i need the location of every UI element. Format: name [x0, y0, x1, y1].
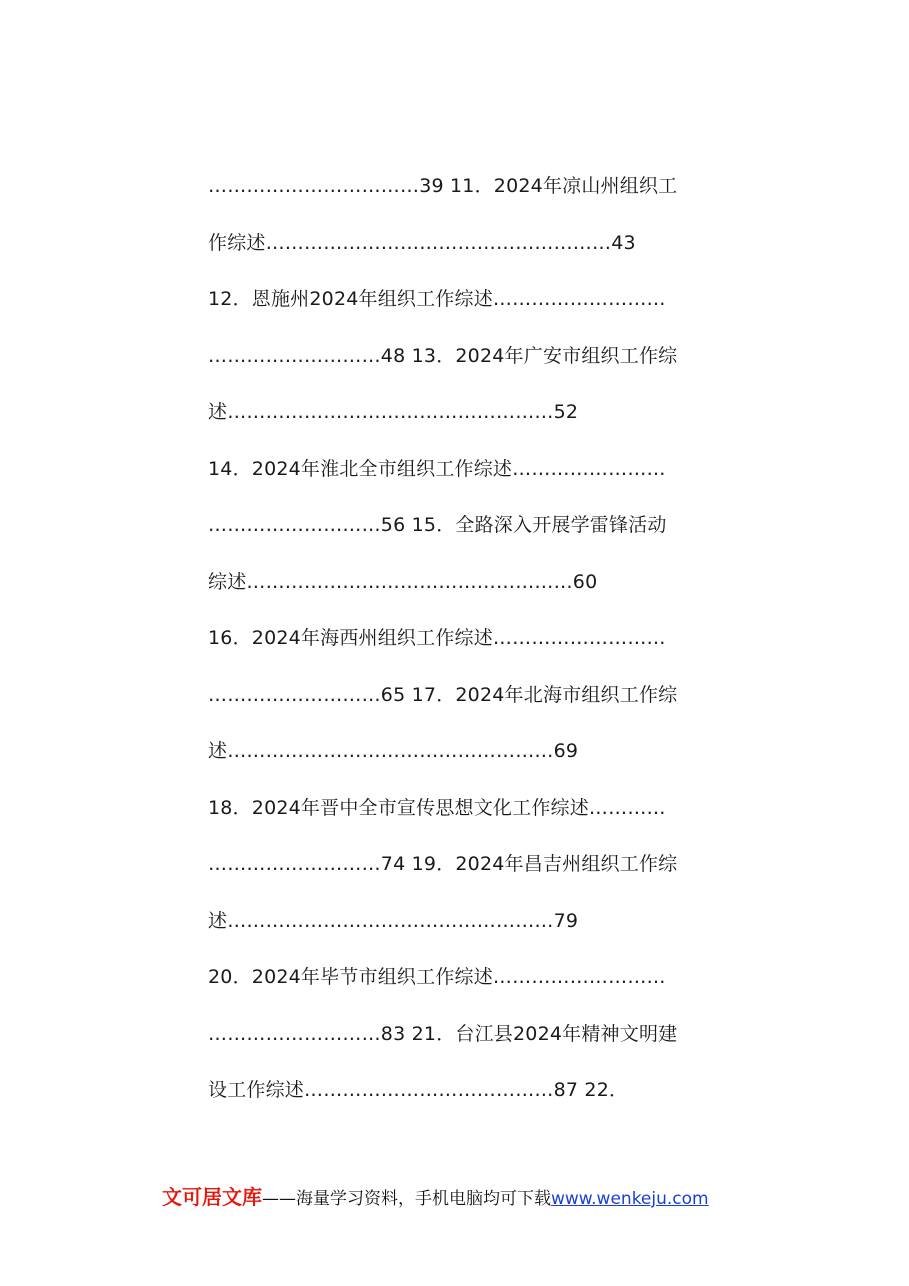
toc-line: ………………………48 13．2024年广安市组织工作综	[208, 344, 678, 367]
toc-line: 述……………………………………………79	[208, 909, 579, 932]
toc-line: ………………………83 21．台江县2024年精神文明建	[208, 1022, 678, 1045]
toc-line: 12．恩施州2024年组织工作综述………………………	[208, 288, 666, 310]
toc-line: 16．2024年海西州组织工作综述………………………	[208, 627, 666, 649]
toc-line: 述……………………………………………69	[208, 740, 579, 762]
toc-line: 述……………………………………………52	[208, 401, 579, 423]
toc-line: 设工作综述…………………………………87 22．	[208, 1079, 629, 1101]
footer-website-link[interactable]: www.wenkeju.com	[551, 1189, 709, 1209]
toc-line: ……………………………39 11．2024年凉山州组织工	[208, 175, 678, 197]
footer-slogan: ——海量学习资料，手机电脑均可下载	[262, 1189, 551, 1209]
footer-brand: 文可居文库	[162, 1185, 262, 1209]
toc-line: ………………………65 17．2024年北海市组织工作综	[208, 683, 678, 706]
toc-line: 18．2024年晋中全市宣传思想文化工作综述…………	[208, 796, 666, 819]
toc-line: ………………………56 15．全路深入开展学雷锋活动	[208, 514, 667, 536]
toc-line: ………………………74 19．2024年昌吉州组织工作综	[208, 853, 678, 875]
toc-line: 综述……………………………………………60	[208, 570, 598, 593]
toc-line: 20．2024年毕节市组织工作综述………………………	[208, 966, 666, 988]
page-footer	[162, 1181, 782, 1210]
table-of-contents	[208, 166, 728, 1127]
toc-line: 作综述………………………………………………43	[208, 231, 636, 254]
toc-line: 14．2024年淮北全市组织工作综述……………………	[208, 457, 666, 480]
